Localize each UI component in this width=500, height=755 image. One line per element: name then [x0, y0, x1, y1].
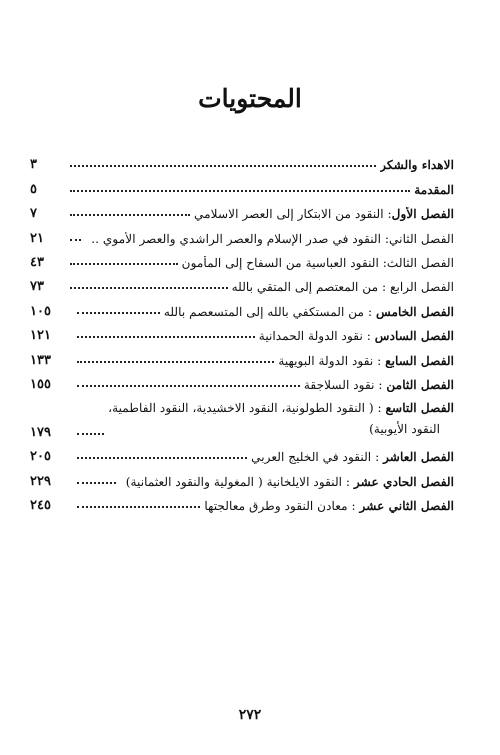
toc-entry-chapter-7 — [30, 343, 454, 367]
dot-leader — [77, 506, 200, 508]
toc-entry-title: نقود الدولة البويهية — [278, 353, 374, 368]
toc-entry-text — [278, 354, 454, 368]
toc-page-number: ٢١ — [30, 230, 44, 246]
toc-entry-text — [204, 499, 454, 513]
toc-entry-chapter-3 — [30, 246, 454, 270]
dot-leader — [70, 287, 228, 289]
toc-page-number: ٢٢٩ — [30, 473, 51, 489]
toc-page-number: ١٠٥ — [30, 303, 51, 319]
toc-page-number: ٣ — [30, 157, 37, 173]
toc-entry-title: النقود العباسية من السفاح إلى المأمون — [181, 255, 379, 270]
toc-entry-lead: الفصل الخامس — [375, 304, 454, 319]
toc-entry-lead: الفصل الرابع — [389, 280, 454, 295]
dot-leader — [77, 336, 255, 338]
toc-entry-separator: : — [362, 329, 375, 344]
toc-entry-text — [108, 398, 454, 440]
toc-entry-title: النقود في الخليج العربي — [251, 450, 372, 465]
toc-entry-lead: المقدمة — [414, 182, 454, 197]
toc-entry-title: من المعتصم إلى المتقي بالله — [231, 280, 379, 295]
dot-leader — [77, 433, 104, 435]
table-of-contents — [30, 148, 454, 513]
toc-entry-text — [164, 305, 454, 319]
toc-entry-dedication — [30, 148, 454, 172]
toc-entry-separator: : — [378, 255, 387, 270]
toc-entry-lead: الفصل السابع — [385, 353, 454, 368]
toc-entry-chapter-12 — [30, 489, 454, 513]
toc-page-number: ٧ — [30, 206, 37, 222]
toc-entry-chapter-11 — [30, 464, 454, 488]
toc-page-number: ١٣٣ — [30, 352, 51, 368]
toc-entry-separator: : — [342, 474, 354, 489]
toc-entry-separator: : — [373, 400, 386, 415]
toc-entry-lead: الفصل الحادي عشر — [353, 474, 454, 489]
toc-entry-text — [232, 280, 454, 294]
toc-entry-title: النقود في صدر الإسلام والعصر الراشدي والعصر الأموي .. — [91, 231, 382, 246]
toc-page-number: ١٧٩ — [30, 424, 51, 440]
dot-leader — [70, 263, 178, 265]
toc-entry-lead: الفصل الثاني — [389, 231, 454, 246]
toc-entry-lead: الفصل الثالث — [386, 255, 454, 270]
toc-entry-lead: الفصل التاسع — [385, 400, 454, 415]
toc-entry-lead: الفصل الثاني عشر — [359, 499, 454, 514]
toc-entry-text — [182, 256, 454, 270]
dot-leader — [77, 312, 160, 314]
toc-entry-title: من المستكفي بالله إلى المتسعصم بالله — [163, 304, 365, 319]
toc-entry-chapter-4 — [30, 270, 454, 294]
toc-entry-title: نقود الدولة الحمدانية — [258, 329, 363, 344]
toc-page-number: ٢٤٥ — [30, 498, 51, 514]
toc-entry-title-continued: النقود الأيوبية) — [369, 421, 440, 436]
dot-leader — [70, 239, 81, 241]
toc-page-number: ٧٣ — [30, 279, 44, 295]
toc-page-number: ١٢١ — [30, 328, 51, 344]
page-title: المحتويات — [198, 84, 302, 113]
toc-entry-text — [414, 183, 454, 197]
toc-entry-separator: : — [347, 499, 360, 514]
toc-entry-title: ( النقود الطولونية، النقود الاخشيدية، النقود الفاطمية، — [108, 400, 374, 415]
toc-entry-chapter-2 — [30, 221, 454, 245]
dot-leader — [70, 165, 376, 167]
toc-entry-chapter-1 — [30, 197, 454, 221]
toc-entry-chapter-5 — [30, 294, 454, 318]
toc-entry-lead: الفصل الثامن — [386, 377, 454, 392]
toc-entry-text — [126, 475, 454, 489]
toc-page-number: ١٥٥ — [30, 376, 51, 392]
toc-entry-separator: : — [373, 353, 386, 368]
dot-leader — [77, 457, 247, 459]
toc-entry-separator: : — [381, 231, 390, 246]
toc-entry-lead: الفصل السادس — [374, 329, 454, 344]
toc-entry-text — [304, 378, 454, 392]
toc-entry-separator: : — [371, 450, 384, 465]
dot-leader — [70, 214, 190, 216]
toc-entry-text — [259, 329, 454, 343]
toc-entry-separator: : — [383, 207, 392, 222]
toc-entry-lead: الفصل الأول — [391, 207, 454, 222]
toc-entry-title: نقود السلاجقة — [303, 377, 375, 392]
toc-entry-title: النقود الايلخانية ( المغولية والنقود العثمانية) — [125, 474, 343, 489]
toc-entry-separator: : — [378, 280, 390, 295]
toc-entry-text — [251, 450, 454, 464]
dot-leader — [77, 385, 300, 387]
toc-entry-introduction — [30, 172, 454, 196]
toc-entry-lead: الفصل العاشر — [383, 450, 454, 465]
toc-page-number: ٤٣ — [30, 254, 44, 270]
toc-entry-title: معادن النقود وطرق معالجتها — [204, 499, 348, 514]
dot-leader — [77, 361, 274, 363]
toc-entry-text — [91, 232, 454, 246]
dot-leader — [70, 190, 410, 192]
toc-entry-separator: : — [374, 377, 387, 392]
toc-entry-title: النقود من الابتكار إلى العصر الاسلامي — [194, 207, 384, 222]
toc-entry-chapter-6 — [30, 319, 454, 343]
toc-entry-lead: الاهداء والشكر — [380, 158, 454, 173]
toc-entry-separator: : — [364, 304, 376, 319]
toc-page-number: ٢٠٥ — [30, 449, 51, 465]
toc-entry-chapter-8 — [30, 368, 454, 392]
toc-entry-text — [380, 158, 454, 172]
page-number: ٢٧٢ — [238, 707, 262, 723]
toc-entry-chapter-9 — [30, 392, 454, 440]
toc-page-number: ٥ — [30, 181, 37, 197]
dot-leader — [77, 482, 116, 484]
toc-entry-text — [194, 207, 454, 221]
toc-entry-chapter-10 — [30, 440, 454, 464]
